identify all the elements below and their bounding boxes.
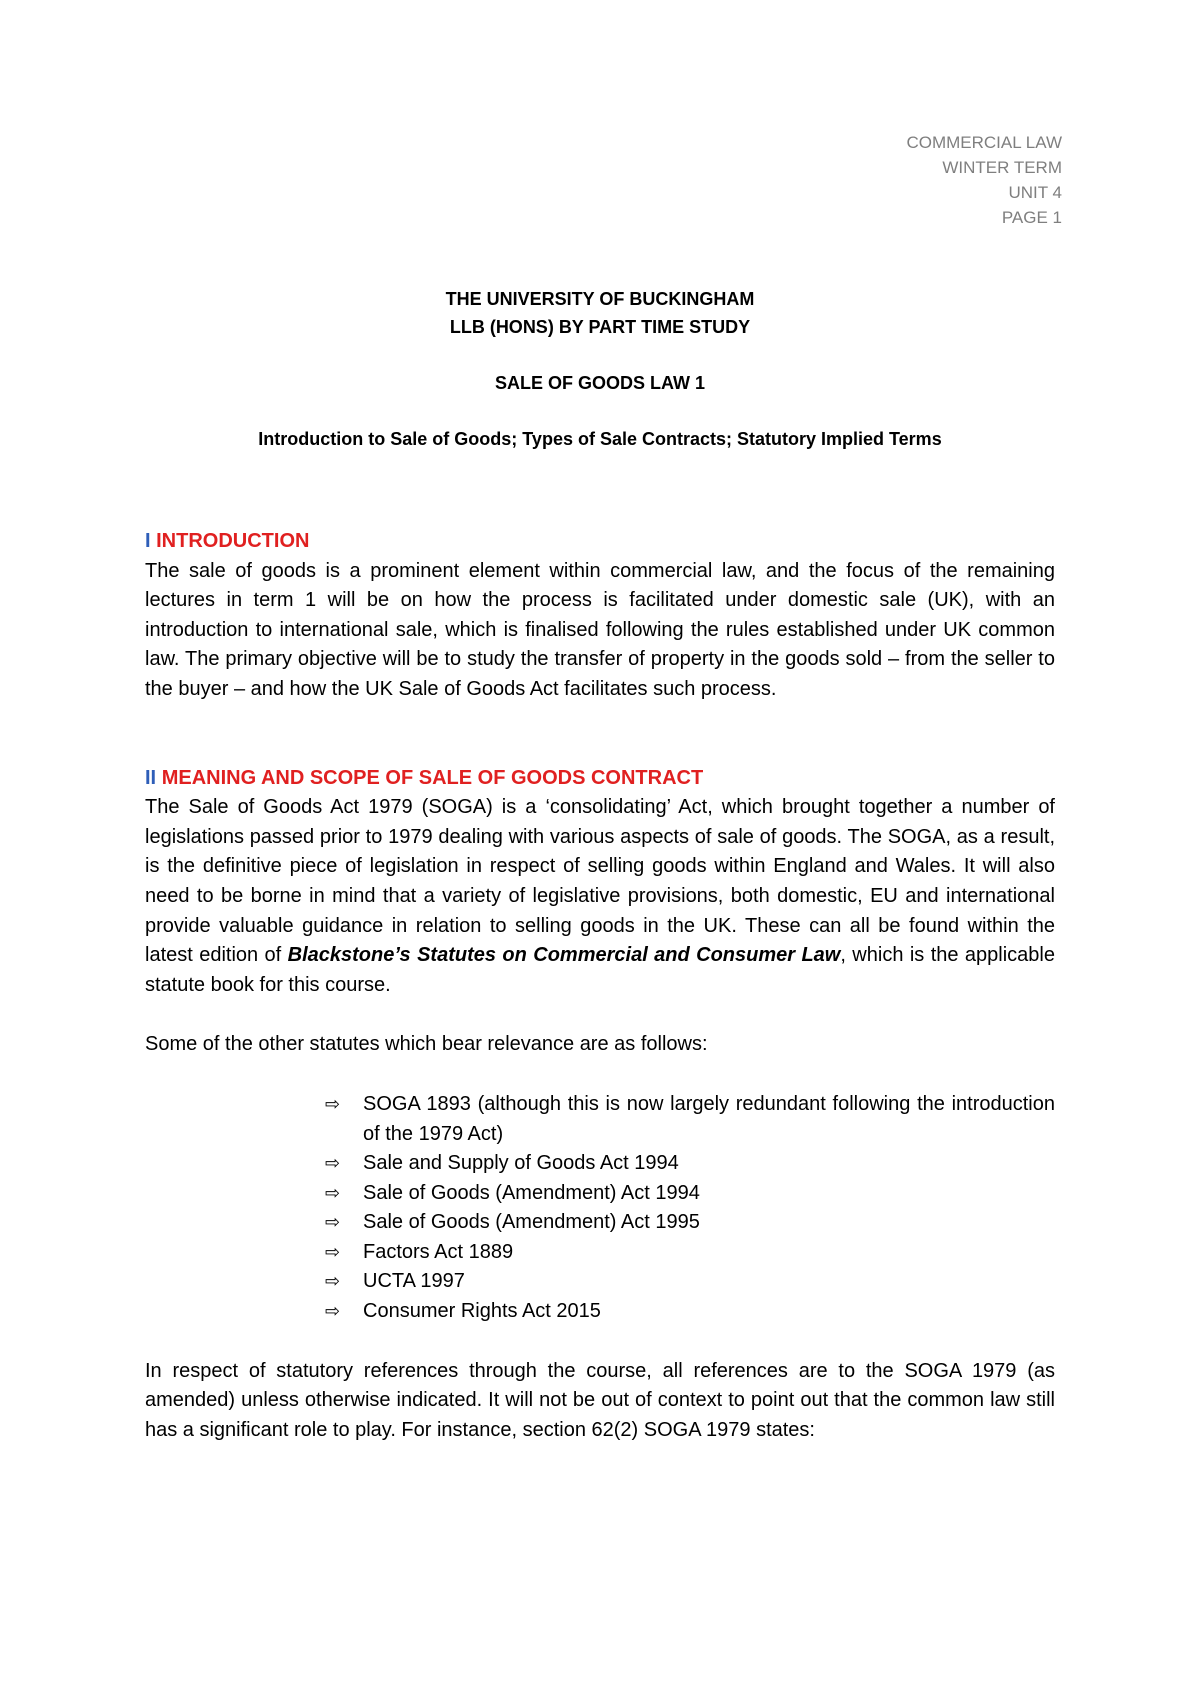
statute-book-title: Blackstone’s Statutes on Commercial and Consumer Law (287, 944, 841, 967)
section-number: II (145, 766, 157, 789)
header-unit: UNIT 4 (1008, 183, 1062, 202)
statutes-list (325, 1090, 1055, 1327)
section-number: I (145, 530, 151, 552)
title-block (145, 285, 1055, 453)
section-heading-meaning-scope (145, 764, 1055, 794)
list-item: ⇨ Consumer Rights Act 2015 (325, 1297, 1055, 1327)
paragraph-text: , which is the applicable statute book for this course. (145, 944, 1055, 996)
arrow-icon: ⇨ (325, 1182, 341, 1204)
document-body (145, 527, 1055, 1445)
statutes-intro: Some of the other statutes which bear relevance are as follows: (145, 1033, 708, 1056)
university-name: THE UNIVERSITY OF BUCKINGHAM (445, 289, 755, 309)
meaning-scope-paragraph (145, 793, 1055, 1000)
section-title: MEANING AND SCOPE OF SALE OF GOODS CONTRACT (161, 766, 704, 789)
arrow-icon: ⇨ (325, 1301, 341, 1323)
header-term: WINTER TERM (942, 158, 1062, 177)
paragraph-text: The Sale of Goods Act 1979 (SOGA) is a ‘consolidating’ Act, which brought together a number of legislations passed prior to 1979 dealing with various aspects of sale of goods. The SOGA, as a result, is the definitive piece of legislation in respect of selling goods within England and Wales. It will also need to be borne in mind that a variety of legislative provisions, both domestic, EU and international provide valuable guidance in relation to selling goods in the UK. These can all be found within the latest edition of (145, 796, 1055, 967)
program-name: LLB (HONS) BY PART TIME STUDY (449, 317, 751, 337)
list-item: ⇨ Sale of Goods (Amendment) Act 1994 (325, 1179, 1055, 1209)
arrow-icon: ⇨ (325, 1241, 341, 1263)
course-title: SALE OF GOODS LAW 1 (494, 373, 705, 393)
arrow-icon: ⇨ (325, 1093, 341, 1115)
list-item: ⇨ Sale and Supply of Goods Act 1994 (325, 1149, 1055, 1179)
header-page-number: PAGE 1 (1001, 208, 1062, 227)
section-title: INTRODUCTION (156, 530, 310, 552)
list-item: ⇨ Factors Act 1889 (325, 1238, 1055, 1268)
section-heading-introduction (145, 527, 1055, 557)
header-course: COMMERCIAL LAW (906, 133, 1062, 152)
arrow-icon: ⇨ (325, 1153, 341, 1175)
arrow-icon: ⇨ (325, 1212, 341, 1234)
document-subtitle: Introduction to Sale of Goods; Types of Sale Contracts; Statutory Implied Terms (258, 429, 942, 449)
list-item: ⇨ SOGA 1893 (although this is now largely redundant following the introduction of the 1979 Act) (325, 1090, 1055, 1149)
page-header (906, 130, 1062, 230)
introduction-paragraph: The sale of goods is a prominent element within commercial law, and the focus of the remaining lectures in term 1 will be on how the process is facilitated under domestic sale (UK), with an introduction to international sale, which is finalised following the rules established under UK common law. The primary objective will be to study the transfer of property in the goods sold – from the seller to the buyer – and how the UK Sale of Goods Act facilitates such process. (145, 559, 1055, 700)
list-item: ⇨ Sale of Goods (Amendment) Act 1995 (325, 1208, 1055, 1238)
arrow-icon: ⇨ (325, 1271, 341, 1293)
closing-paragraph: In respect of statutory references through the course, all references are to the SOGA 1979 (as amended) unless otherwise indicated. It will not be out of context to point out that the common law still has a significant role to play. For instance, section 62(2) SOGA 1979 states: (145, 1359, 1055, 1441)
list-item: ⇨ UCTA 1997 (325, 1267, 1055, 1297)
